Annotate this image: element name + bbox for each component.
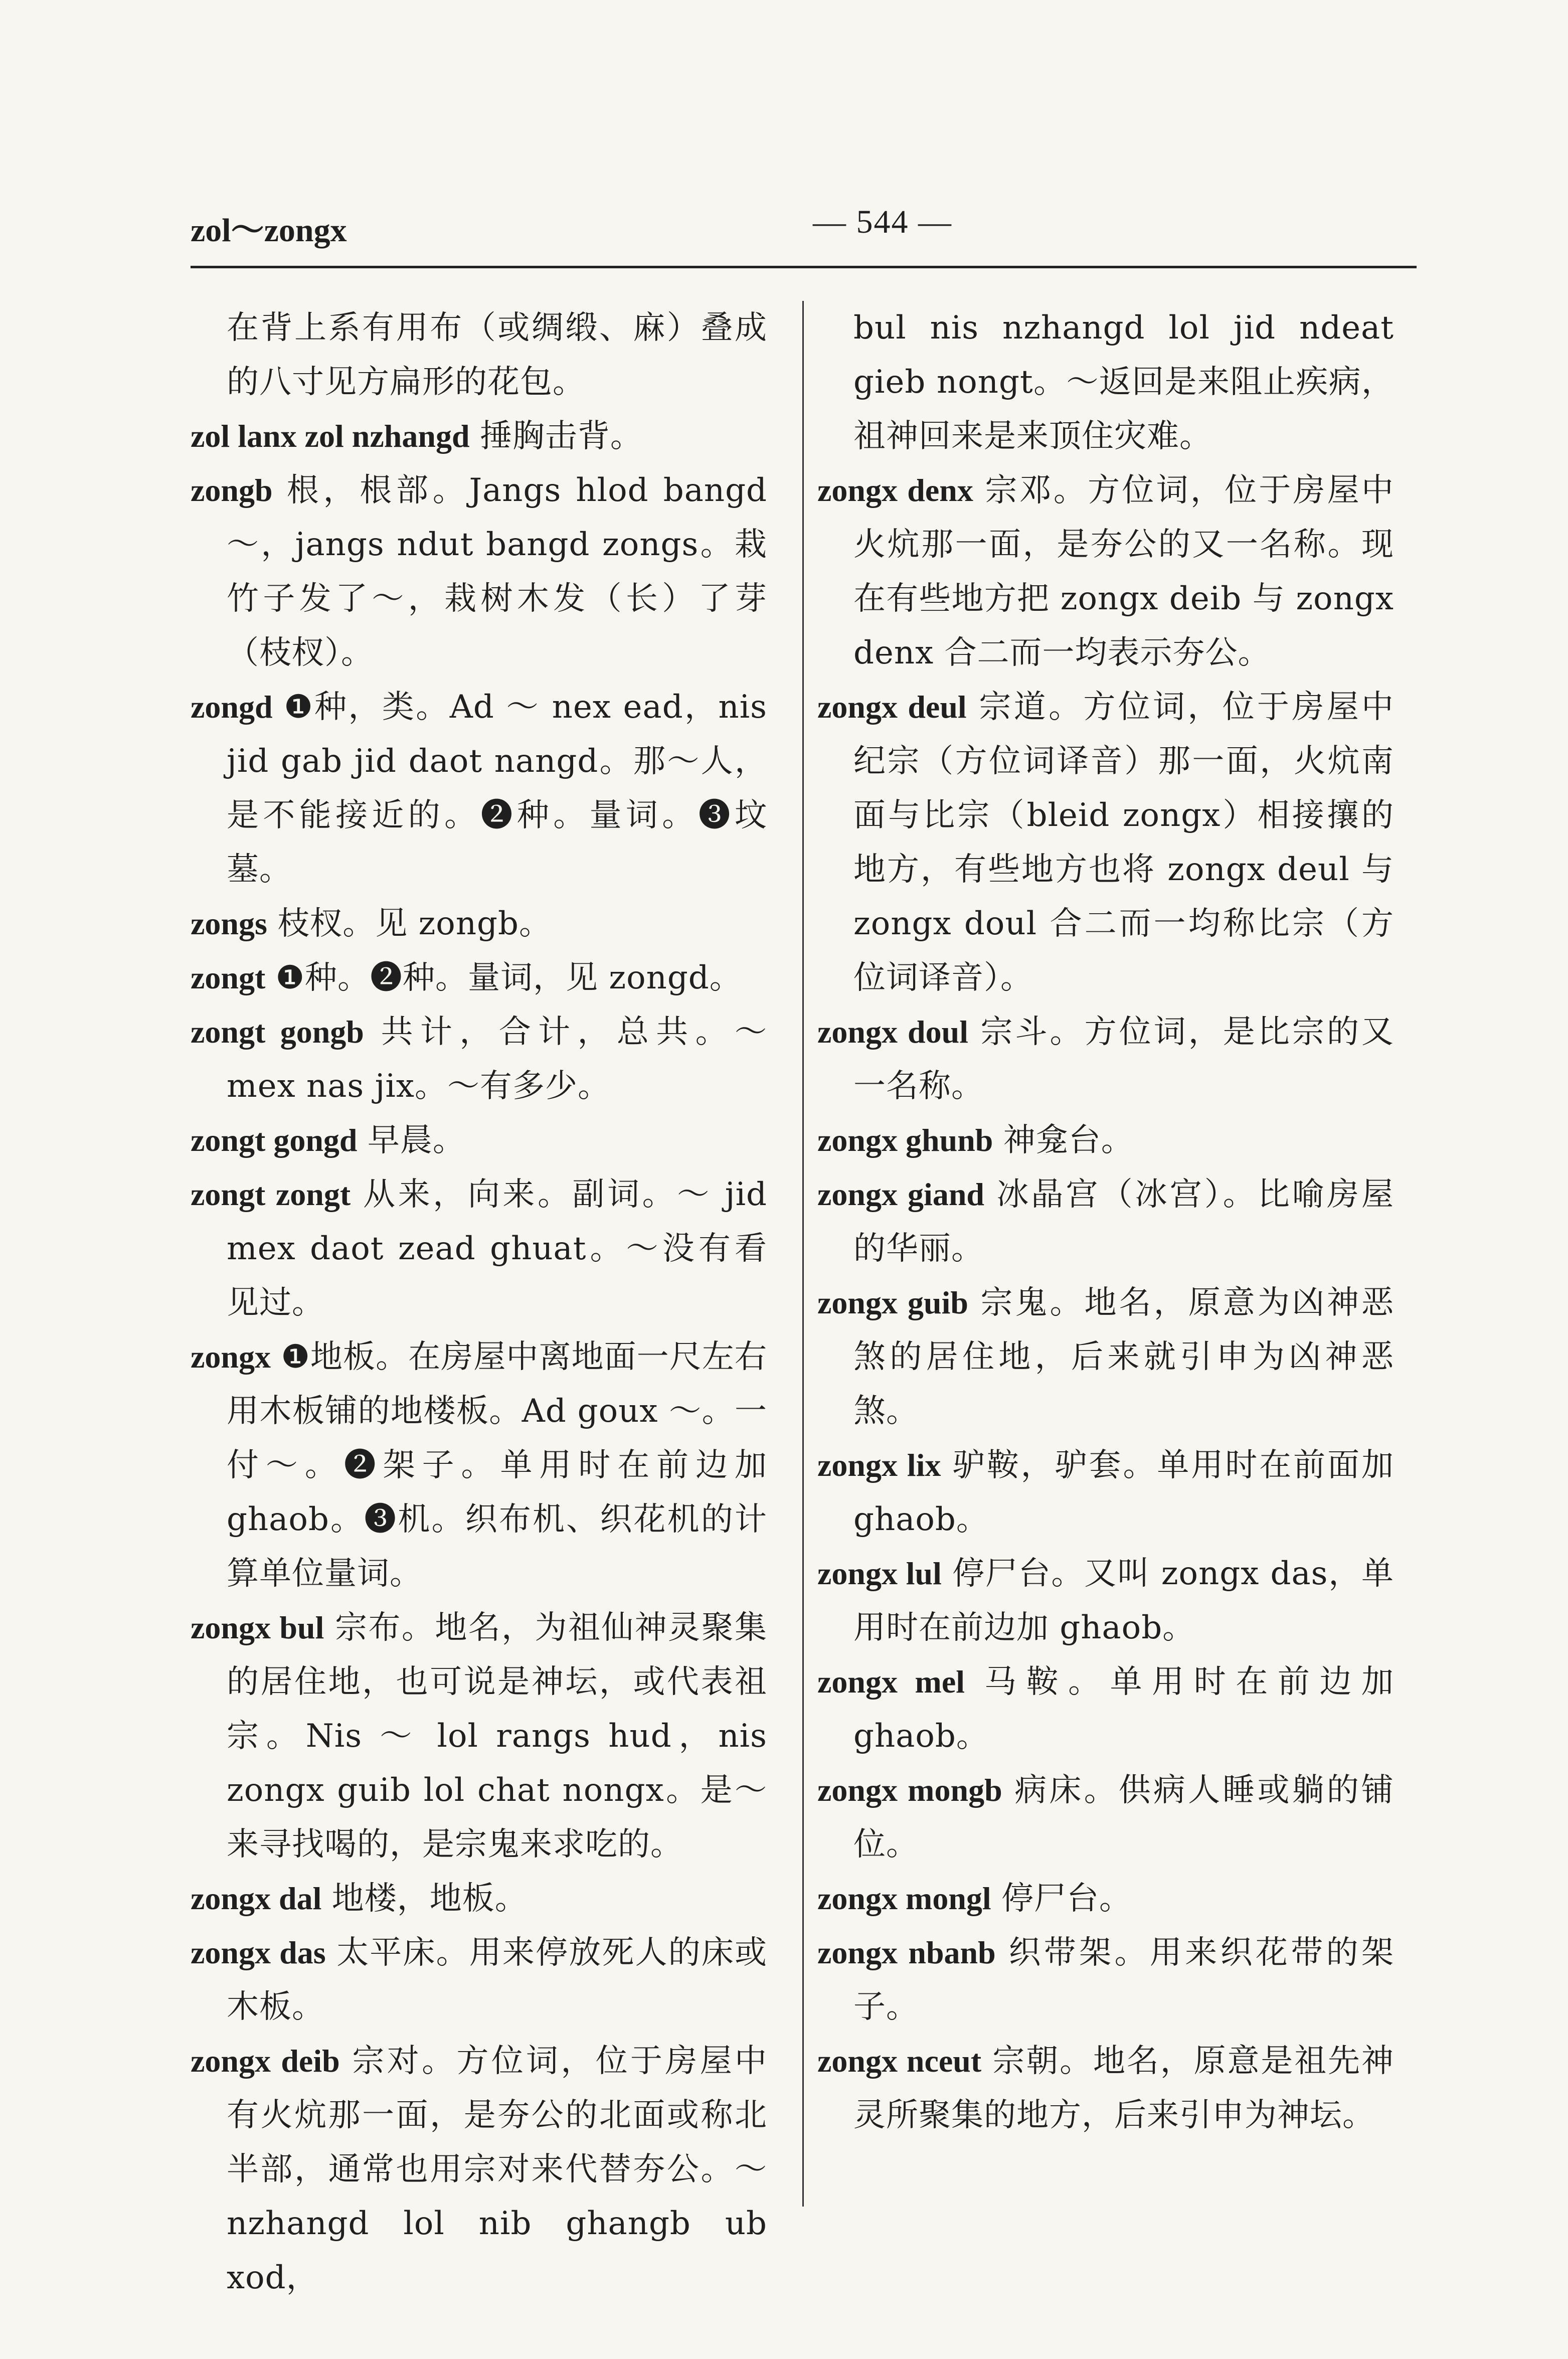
dictionary-entry — [191, 951, 767, 1005]
page-header — [191, 198, 1417, 258]
entry-headword: zongx mongl — [817, 1881, 991, 1916]
dictionary-entry — [191, 463, 767, 680]
dictionary-entry — [191, 1926, 767, 2034]
entry-headword: zongx deul — [817, 689, 967, 725]
right-column — [817, 301, 1394, 2142]
entry-definition: 神龛台。 — [1003, 1122, 1134, 1159]
entry-definition: 在背上系有用布（或绸缎、麻）叠成的八寸见方扁形的花包。 — [227, 309, 767, 401]
dictionary-entry — [191, 1601, 767, 1872]
entry-definition: 宗对。方位词，位于房屋中有火炕那一面，是夯公的北面或称北半部，通常也用宗对来代替夯公。～ nzhangd lol nib ghangb ub xod， — [227, 2043, 768, 2296]
dictionary-entry — [191, 680, 767, 897]
header-rule — [191, 266, 1417, 268]
entry-definition: 早晨。 — [367, 1122, 465, 1159]
entry-definition: 共计，合计，总共。～ mex nas jix。～有多少。 — [227, 1014, 768, 1105]
dictionary-entry — [817, 1547, 1394, 1655]
entry-headword: zongx ghunb — [817, 1122, 993, 1158]
entry-headword: zongx deib — [191, 2043, 340, 2079]
entry-definition: 捶胸击背。 — [479, 418, 643, 455]
entry-headword: zongx nceut — [817, 2043, 982, 2079]
dictionary-entry — [817, 1113, 1394, 1167]
entry-headword: zongt zongt — [191, 1176, 351, 1212]
dictionary-entry — [817, 1438, 1394, 1547]
entry-headword: zongx lul — [817, 1556, 942, 1591]
entry-headword: zongx dal — [191, 1881, 322, 1916]
dictionary-entry — [191, 1005, 767, 1113]
entry-definition: 宗朝。地名，原意是祖先神灵所聚集的地方，后来引申为神坛。 — [853, 2043, 1395, 2134]
column-divider — [802, 301, 804, 2207]
entry-definition: 地楼，地板。 — [331, 1880, 528, 1917]
entry-headword: zongd — [191, 689, 273, 725]
entry-definition: 驴鞍，驴套。单用时在前面加 ghaob。 — [853, 1447, 1395, 1538]
entry-definition: 马鞍。单用时在前边加 ghaob。 — [853, 1663, 1395, 1755]
dictionary-entry — [817, 1763, 1394, 1872]
entry-definition: 冰晶宫（冰宫）。比喻房屋的华丽。 — [853, 1176, 1395, 1267]
entry-headword: zongx nbanb — [817, 1935, 996, 1970]
entry-headword: zongx bul — [191, 1610, 324, 1645]
entry-headword: zongx mel — [817, 1664, 965, 1700]
dictionary-entry — [817, 463, 1394, 680]
dictionary-entry — [817, 1005, 1394, 1113]
entry-definition: 停尸台。 — [1001, 1880, 1132, 1917]
entry-definition: 根，根部。Jangs hlod bangd ～，jangs ndut bangd zongs。栽竹子发了～，栽树木发（长）了芽（枝杈）。 — [227, 472, 768, 671]
entry-headword: zongx denx — [817, 472, 973, 508]
entry-definition: ❶地板。在房屋中离地面一尺左右用木板铺的地楼板。Ad goux ～。一付～。❷架子。单用时在前边加 ghaob。❸机。织布机、织花机的计算单位量词。 — [227, 1338, 768, 1592]
entry-definition: bul nis nzhangd lol jid ndeat gieb nongt。～返回是来阻止疾病，祖神回来是来顶住灾难。 — [853, 309, 1394, 455]
dictionary-entry — [191, 1113, 767, 1167]
entry-headword: zongx mongb — [817, 1772, 1002, 1808]
dictionary-entry — [191, 1872, 767, 1926]
dictionary-entry — [191, 409, 767, 463]
dictionary-entry — [191, 1330, 767, 1601]
dictionary-entry — [191, 897, 767, 951]
entry-headword: zongx das — [191, 1935, 326, 1970]
dictionary-entry — [817, 680, 1394, 1005]
left-column — [191, 301, 767, 2305]
header-word-range: zol～zongx — [191, 212, 347, 249]
entry-headword: zol lanx zol nzhangd — [191, 418, 470, 454]
entry-headword: zongx doul — [817, 1014, 969, 1050]
dictionary-entry — [817, 1872, 1394, 1926]
entry-definition: ❶种。❷种。量词，见 zongd。 — [275, 959, 742, 996]
dictionary-entry — [817, 301, 1394, 463]
entry-definition: 宗鬼。地名，原意为凶神恶煞的居住地，后来就引申为凶神恶煞。 — [853, 1284, 1395, 1430]
entry-headword: zongx lix — [817, 1447, 941, 1483]
entry-headword: zongs — [191, 906, 267, 941]
entry-headword: zongb — [191, 472, 273, 508]
entry-definition: 宗道。方位词，位于房屋中纪宗（方位词译音）那一面，火炕南面与比宗（bleid zongx）相接攘的地方，有些地方也将 zongx deul 与 zongx doul 合二而一均称比宗（方位词译音）。 — [853, 689, 1395, 996]
entry-definition: 病床。供病人睡或躺的铺位。 — [853, 1772, 1395, 1863]
entry-headword: zongt gongb — [191, 1014, 364, 1050]
entry-headword: zongx giand — [817, 1176, 985, 1212]
entry-headword: zongx — [191, 1339, 271, 1375]
dictionary-entry — [817, 2034, 1394, 2142]
dictionary-entry — [817, 1926, 1394, 2034]
entry-definition: 太平床。用来停放死人的床或木板。 — [227, 1934, 768, 2026]
dictionary-entry — [817, 1167, 1394, 1276]
entry-definition: 织带架。用来织花带的架子。 — [853, 1934, 1395, 2026]
entry-definition: 停尸台。又叫 zongx das，单用时在前边加 ghaob。 — [853, 1555, 1395, 1646]
entry-headword: zongt gongd — [191, 1122, 358, 1158]
entry-definition: 宗布。地名，为祖仙神灵聚集的居住地，也可说是神坛，或代表祖宗。Nis ～ lol rangs hud，nis zongx guib lol chat nongx。是～来寻找喝的，是宗鬼来求吃的。 — [227, 1609, 767, 1863]
entry-headword: zongx guib — [817, 1285, 969, 1320]
entry-definition: 从来，向来。副词。～ jid mex daot zead ghuat。～没有看见过。 — [227, 1176, 768, 1321]
dictionary-entry — [191, 1167, 767, 1330]
dictionary-entry — [191, 301, 767, 409]
entry-definition: 宗邓。方位词，位于房屋中火炕那一面，是夯公的又一名称。现在有些地方把 zongx deib 与 zongx denx 合二而一均表示夯公。 — [853, 472, 1395, 671]
dictionary-entry — [191, 2034, 767, 2305]
entry-headword: zongt — [191, 960, 266, 995]
entry-definition: ❶种，类。Ad ～ nex ead，nis jid gab jid daot nangd。那～人，是不能接近的。❷种。量词。❸坟墓。 — [227, 689, 768, 888]
page-number: — 544 — — [813, 204, 952, 240]
entry-definition: 宗斗。方位词，是比宗的又一名称。 — [853, 1014, 1395, 1105]
dictionary-entry — [817, 1276, 1394, 1438]
entry-definition: 枝杈。见 zongb。 — [277, 905, 552, 942]
dictionary-entry — [817, 1655, 1394, 1763]
